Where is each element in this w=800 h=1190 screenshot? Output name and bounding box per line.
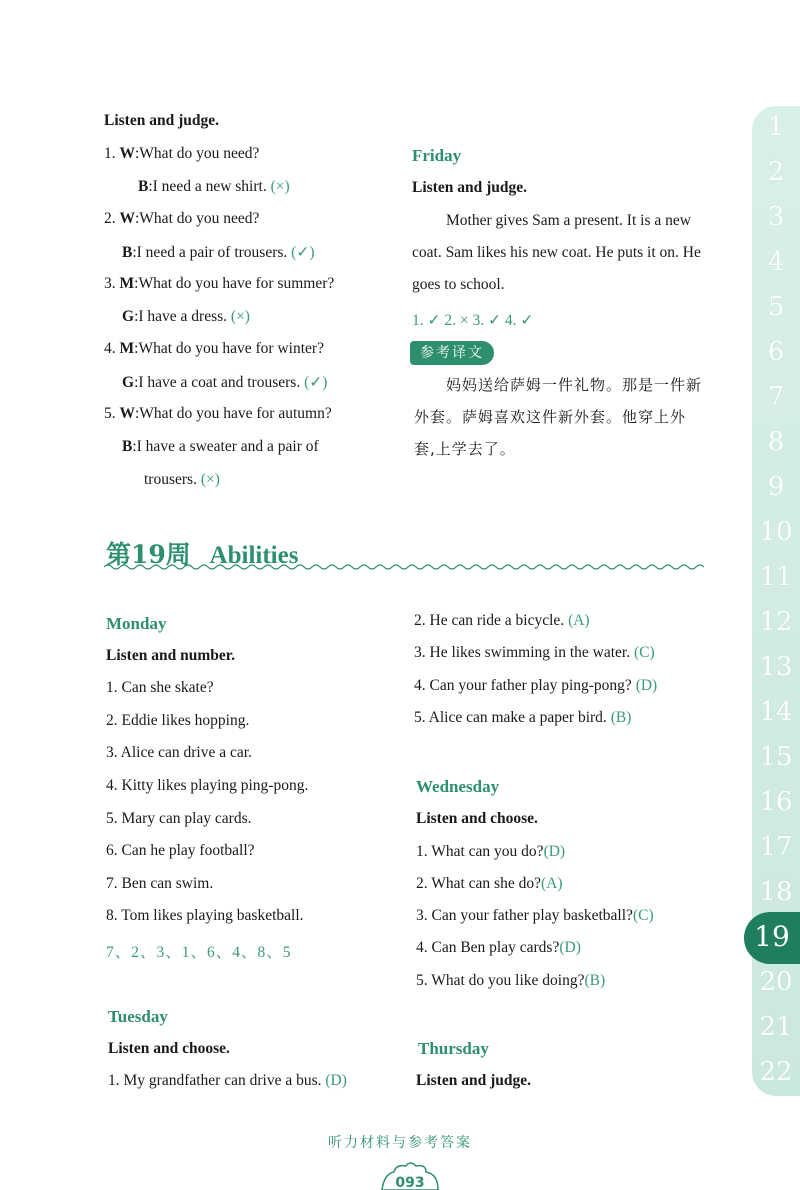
week-tab[interactable]: 5	[767, 292, 785, 322]
week-tab[interactable]: 12	[759, 607, 793, 637]
day-heading-friday: Friday	[412, 146, 462, 165]
list-item: 4. Kitty likes playing ping-pong.	[106, 777, 309, 794]
dialogue-line: 4. M:What do you have for winter?	[104, 340, 324, 357]
week-tab[interactable]: 4	[767, 247, 785, 277]
dialogue-line: 5. W:What do you have for autumn?	[104, 405, 332, 422]
list-item: 1. What can you do?(D)	[416, 843, 566, 860]
list-item: 5. Alice can make a paper bird. (B)	[414, 709, 632, 726]
list-item: 2. He can ride a bicycle. (A)	[414, 612, 590, 629]
week-tab-active[interactable]: 19	[744, 912, 800, 964]
list-item: 7. Ben can swim.	[106, 875, 214, 892]
week-tab[interactable]: 17	[759, 832, 793, 862]
week-tab[interactable]: 10	[759, 517, 793, 547]
dialogue-line: 3. M:What do you have for summer?	[104, 275, 335, 292]
week-tab[interactable]: 14	[759, 697, 793, 727]
week-tab[interactable]: 8	[767, 427, 785, 457]
list-item: 1. Can she skate?	[106, 679, 214, 696]
list-item: 2. Eddie likes hopping.	[106, 712, 250, 729]
list-item: 4. Can Ben play cards?(D)	[416, 939, 581, 956]
week-tab[interactable]: 9	[767, 472, 785, 502]
week-tab[interactable]: 21	[759, 1012, 793, 1042]
section-heading: Listen and judge.	[412, 179, 527, 196]
dialogue-line: G:I have a coat and trousers. (✓)	[122, 374, 328, 391]
week-tab[interactable]: 13	[759, 652, 793, 682]
list-item: 3. He likes swimming in the water. (C)	[414, 644, 655, 661]
week-tab[interactable]: 15	[759, 742, 793, 772]
section-heading: Listen and number.	[106, 647, 236, 664]
answer-mark: (✓)	[291, 244, 315, 261]
week-tab[interactable]: 22	[759, 1057, 793, 1087]
friday-translation: 妈妈送给萨姆一件礼物。那是一件新外套。萨姆喜欢这件新外套。他穿上外套,上学去了。	[414, 376, 703, 458]
footer-title: 听力材料与参考答案	[328, 1135, 472, 1151]
section-heading: Listen and choose.	[416, 810, 538, 827]
answer-mark: (×)	[270, 178, 290, 195]
dialogue-line: trousers. (×)	[144, 471, 220, 488]
section-heading: Listen and judge.	[104, 112, 219, 129]
section-heading: Listen and judge.	[416, 1072, 531, 1089]
friday-answers: 1. ✓ 2. × 3. ✓ 4. ✓	[412, 312, 534, 329]
list-item: 2. What can she do?(A)	[416, 875, 563, 892]
week-tab[interactable]: 11	[759, 562, 793, 592]
week-tab[interactable]: 6	[767, 337, 785, 367]
list-item: 3. Can your father play basketball?(C)	[416, 907, 654, 924]
section-heading: Listen and choose.	[108, 1040, 230, 1057]
dialogue-line: B:I need a new shirt. (×)	[138, 178, 290, 195]
dialogue-line: 2. W:What do you need?	[104, 210, 260, 227]
day-heading-thursday: Thursday	[418, 1039, 489, 1058]
wavy-divider	[104, 562, 704, 572]
day-heading-monday: Monday	[106, 614, 167, 633]
dialogue-line: B:I have a sweater and a pair of	[122, 438, 319, 455]
list-item: 3. Alice can drive a car.	[106, 744, 252, 761]
day-heading-tuesday: Tuesday	[108, 1007, 168, 1026]
week-tab[interactable]: 16	[759, 787, 793, 817]
week-tab[interactable]: 2	[767, 157, 785, 187]
list-item: 6. Can he play football?	[106, 842, 255, 859]
page-number: 093	[395, 1175, 425, 1190]
answer-mark: (×)	[200, 471, 220, 488]
monday-answer: 7、2、3、1、6、4、8、5	[106, 944, 292, 961]
list-item: 4. Can your father play ping-pong? (D)	[414, 677, 658, 694]
week-tab[interactable]: 20	[759, 967, 793, 997]
week-tab[interactable]: 18	[759, 877, 793, 907]
translation-tag: 参考译文	[410, 341, 494, 365]
list-item: 8. Tom likes playing basketball.	[106, 907, 304, 924]
week-tab[interactable]: 7	[767, 382, 785, 412]
dialogue-line: B:I need a pair of trousers. (✓)	[122, 244, 315, 261]
answer-mark: (×)	[230, 308, 250, 325]
dialogue-line: G:I have a dress. (×)	[122, 308, 250, 325]
page-number-badge	[380, 1160, 440, 1190]
dialogue-line: 1. W:What do you need?	[104, 145, 260, 162]
list-item: 5. What do you like doing?(B)	[416, 972, 606, 989]
list-item: 1. My grandfather can drive a bus. (D)	[108, 1072, 347, 1089]
week-tab[interactable]: 3	[767, 202, 785, 232]
week-number: 第19周	[106, 540, 191, 569]
answer-mark: (✓)	[304, 374, 328, 391]
friday-paragraph: Mother gives Sam a present. It is a new coat. Sam likes his new coat. He puts it on. He goes to school.	[412, 212, 701, 293]
list-item: 5. Mary can play cards.	[106, 810, 252, 827]
day-heading-wednesday: Wednesday	[416, 777, 500, 796]
week-topic: Abilities	[209, 542, 299, 569]
week-tab[interactable]: 1	[767, 112, 785, 142]
